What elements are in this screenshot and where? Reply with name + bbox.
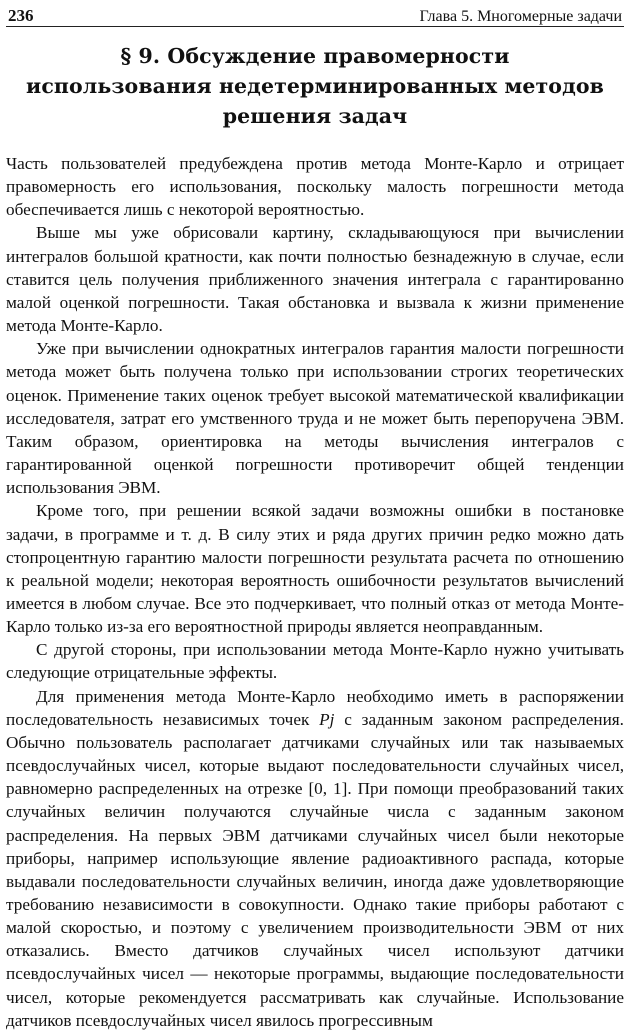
section-title-line-2: использования недетерминированных методов [26,74,604,98]
paragraph-5: С другой стороны, при использовании метода Монте-Карло нужно учитывать следующие отрицательные эффекты. [6,640,624,683]
paragraph-2: Выше мы уже обрисовали картину, складывающуюся при вычислении интегралов большой кратности, как почти полностью безнадежную в случае, если ставится цель получения приближенного значения интеграла с гарантированно малой оценкой погрешности. Такая обстановка и вызвала к жизни применение метода Монте-Карло. [6,223,624,336]
section-title-line-1: § 9. Обсуждение правомерности [120,44,510,68]
math-point-symbol: Pj [319,709,335,729]
page-number: 236 [8,6,34,25]
chapter-title: Глава 5. Многомерные задачи [419,8,622,25]
paragraph-3: Уже при вычислении однократных интегралов гарантия малости погрешности метода может быть получена только при использовании строгих теоретических оценок. Применение таких оценок требует высокой математической квалификации исследователя, затрат его умственного труда и не может быть перепоручена ЭВМ. Таким образом, ориентировка на методы вычисления интегралов с гарантированной оценкой погрешности противоречит общей тенденции использования ЭВМ. [6,339,624,498]
paragraph-6-text-end: с заданным законом распределения. Обычно пользователь располагает датчиками случайных или так называемых псевдослучайных чисел, которые выдают последовательности случайных чисел, равномерно распределенных на отрезке [0, 1]. При помощи преобразований таких случайных величин получаются случайные числа с заданным законом распределения. На первых ЭВМ датчиками случайных чисел были некоторые приборы, например использующие явление радиоактивного распада, которые выдавали последовательности случайных величин, иногда даже удовлетворяющие требованию независимости в совокупности. Однако такие приборы работают с малой скоростью, и поэтому с увеличением производительности ЭВМ от них отказались. Вместо датчиков случайных чисел используют датчики псевдослучайных чисел — некоторые программы, выдающие последовательности чисел, которые рекомендуется рассматривать как случайные. Использование датчиков псевдослучайных чисел явилось прогрессивным [6,709,624,1030]
paragraph-1: Часть пользователей предубеждена против метода Монте-Карло и отрицает правомерность его использования, поскольку малость погрешности метода обеспечивается лишь с некоторой вероятностью. [6,154,624,220]
paragraph-6 [6,685,624,1032]
section-title-line-3: решения задач [222,104,408,128]
paragraph-6-text-start: Для применения метода Монте-Карло необходимо иметь в распоряжении последовательность независимых точек [6,686,624,729]
running-header [6,0,624,27]
body-text [6,152,624,1032]
paragraph-4: Кроме того, при решении всякой задачи возможны ошибки в постановке задачи, в программе и т. д. В силу этих и ряда других причин редко можно дать стопроцентную гарантию малости погрешности результата расчета по отношению к реальной модели; некоторая вероятность ошибочности результатов вычислений имеется в любом случае. Все это подчеркивает, что полный отказ от метода Монте-Карло только из-за его вероятностной природы является неоправданным. [6,501,624,637]
section-title [6,41,624,131]
